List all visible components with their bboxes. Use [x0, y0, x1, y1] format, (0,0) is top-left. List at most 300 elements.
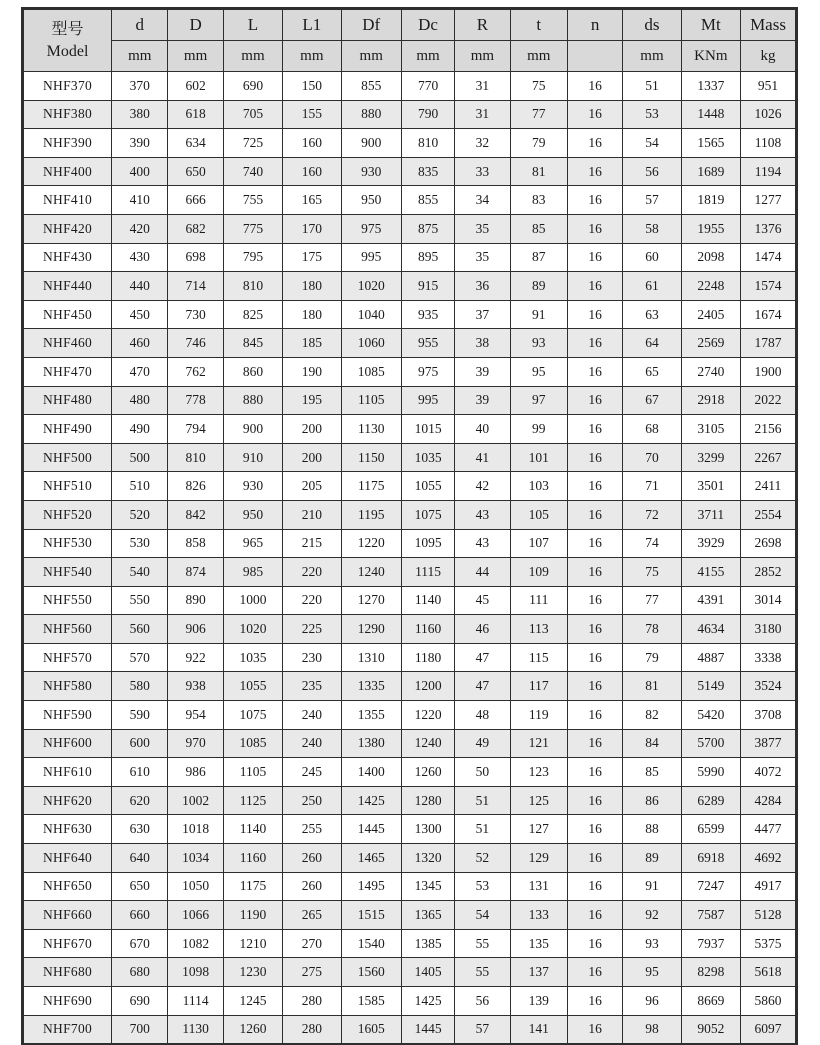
- value-cell: 2918: [681, 386, 740, 415]
- value-cell: 16: [567, 329, 622, 358]
- model-cell: NHF460: [23, 329, 112, 358]
- table-row: [23, 643, 796, 672]
- value-cell: 55: [455, 958, 510, 987]
- table-header: [23, 9, 796, 72]
- table-row: [23, 987, 796, 1016]
- value-cell: 1075: [401, 500, 454, 529]
- value-cell: 16: [567, 357, 622, 386]
- value-cell: 400: [112, 157, 168, 186]
- value-cell: 16: [567, 901, 622, 930]
- value-cell: 240: [283, 701, 341, 730]
- value-cell: 215: [283, 529, 341, 558]
- unit-header: mm: [168, 41, 223, 72]
- value-cell: 57: [455, 1015, 510, 1044]
- value-cell: 690: [223, 72, 282, 101]
- value-cell: 56: [623, 157, 681, 186]
- value-cell: 111: [510, 586, 567, 615]
- value-cell: 4917: [741, 872, 796, 901]
- value-cell: 895: [401, 243, 454, 272]
- value-cell: 32: [455, 129, 510, 158]
- value-cell: 16: [567, 415, 622, 444]
- value-cell: 260: [283, 844, 341, 873]
- value-cell: 35: [455, 243, 510, 272]
- value-cell: 1020: [223, 615, 282, 644]
- value-cell: 58: [623, 214, 681, 243]
- value-cell: 540: [112, 558, 168, 587]
- value-cell: 2156: [741, 415, 796, 444]
- value-cell: 3708: [741, 701, 796, 730]
- value-cell: 1035: [223, 643, 282, 672]
- value-cell: 1240: [341, 558, 401, 587]
- value-cell: 16: [567, 987, 622, 1016]
- value-cell: 1220: [341, 529, 401, 558]
- value-cell: 16: [567, 129, 622, 158]
- value-cell: 1495: [341, 872, 401, 901]
- table-row: [23, 443, 796, 472]
- value-cell: 762: [168, 357, 223, 386]
- value-cell: 42: [455, 472, 510, 501]
- value-cell: 778: [168, 386, 223, 415]
- value-cell: 131: [510, 872, 567, 901]
- value-cell: 77: [623, 586, 681, 615]
- value-cell: 37: [455, 300, 510, 329]
- value-cell: 43: [455, 500, 510, 529]
- value-cell: 460: [112, 329, 168, 358]
- value-cell: 630: [112, 815, 168, 844]
- value-cell: 1365: [401, 901, 454, 930]
- value-cell: 915: [401, 272, 454, 301]
- value-cell: 205: [283, 472, 341, 501]
- value-cell: 16: [567, 243, 622, 272]
- value-cell: 210: [283, 500, 341, 529]
- table-row: [23, 786, 796, 815]
- value-cell: 7587: [681, 901, 740, 930]
- value-cell: 1320: [401, 844, 454, 873]
- value-cell: 1115: [401, 558, 454, 587]
- value-cell: 1445: [341, 815, 401, 844]
- value-cell: 930: [341, 157, 401, 186]
- value-cell: 38: [455, 329, 510, 358]
- value-cell: 81: [510, 157, 567, 186]
- value-cell: 16: [567, 929, 622, 958]
- value-cell: 88: [623, 815, 681, 844]
- value-cell: 70: [623, 443, 681, 472]
- value-cell: 2411: [741, 472, 796, 501]
- model-cell: NHF380: [23, 100, 112, 129]
- model-column-header: [23, 9, 112, 72]
- value-cell: 922: [168, 643, 223, 672]
- value-cell: 1574: [741, 272, 796, 301]
- value-cell: 53: [623, 100, 681, 129]
- value-cell: 55: [455, 929, 510, 958]
- value-cell: 2698: [741, 529, 796, 558]
- value-cell: 380: [112, 100, 168, 129]
- value-cell: 975: [401, 357, 454, 386]
- value-cell: 1310: [341, 643, 401, 672]
- value-cell: 1085: [223, 729, 282, 758]
- value-cell: 68: [623, 415, 681, 444]
- value-cell: 36: [455, 272, 510, 301]
- value-cell: 91: [623, 872, 681, 901]
- value-cell: 91: [510, 300, 567, 329]
- value-cell: 440: [112, 272, 168, 301]
- value-cell: 4072: [741, 758, 796, 787]
- value-cell: 79: [510, 129, 567, 158]
- column-header: Mass: [741, 9, 796, 41]
- value-cell: 2248: [681, 272, 740, 301]
- value-cell: 74: [623, 529, 681, 558]
- value-cell: 1200: [401, 672, 454, 701]
- unit-header: mm: [401, 41, 454, 72]
- value-cell: 220: [283, 558, 341, 587]
- value-cell: 3501: [681, 472, 740, 501]
- value-cell: 109: [510, 558, 567, 587]
- value-cell: 260: [283, 872, 341, 901]
- value-cell: 54: [455, 901, 510, 930]
- value-cell: 51: [455, 815, 510, 844]
- model-cell: NHF490: [23, 415, 112, 444]
- value-cell: 85: [623, 758, 681, 787]
- value-cell: 2022: [741, 386, 796, 415]
- table-row: [23, 872, 796, 901]
- model-cell: NHF700: [23, 1015, 112, 1044]
- value-cell: 75: [623, 558, 681, 587]
- value-cell: 770: [401, 72, 454, 101]
- model-cell: NHF430: [23, 243, 112, 272]
- header-row-symbols: [23, 9, 796, 41]
- value-cell: 51: [623, 72, 681, 101]
- value-cell: 1277: [741, 186, 796, 215]
- value-cell: 4692: [741, 844, 796, 873]
- value-cell: 1345: [401, 872, 454, 901]
- table-row: [23, 758, 796, 787]
- value-cell: 67: [623, 386, 681, 415]
- value-cell: 1195: [341, 500, 401, 529]
- table-row: [23, 701, 796, 730]
- model-cell: NHF550: [23, 586, 112, 615]
- value-cell: 5420: [681, 701, 740, 730]
- value-cell: 954: [168, 701, 223, 730]
- value-cell: 670: [112, 929, 168, 958]
- value-cell: 740: [223, 157, 282, 186]
- value-cell: 1674: [741, 300, 796, 329]
- value-cell: 75: [510, 72, 567, 101]
- table-row: [23, 129, 796, 158]
- value-cell: 590: [112, 701, 168, 730]
- value-cell: 16: [567, 872, 622, 901]
- table-row: [23, 500, 796, 529]
- value-cell: 16: [567, 300, 622, 329]
- value-cell: 1337: [681, 72, 740, 101]
- value-cell: 34: [455, 186, 510, 215]
- table-row: [23, 272, 796, 301]
- value-cell: 935: [401, 300, 454, 329]
- value-cell: 129: [510, 844, 567, 873]
- value-cell: 5860: [741, 987, 796, 1016]
- value-cell: 1000: [223, 586, 282, 615]
- model-cell: NHF450: [23, 300, 112, 329]
- value-cell: 938: [168, 672, 223, 701]
- value-cell: 39: [455, 386, 510, 415]
- value-cell: 175: [283, 243, 341, 272]
- value-cell: 1026: [741, 100, 796, 129]
- value-cell: 96: [623, 987, 681, 1016]
- value-cell: 1474: [741, 243, 796, 272]
- value-cell: 16: [567, 558, 622, 587]
- value-cell: 1448: [681, 100, 740, 129]
- value-cell: 81: [623, 672, 681, 701]
- value-cell: 810: [168, 443, 223, 472]
- value-cell: 975: [341, 214, 401, 243]
- value-cell: 1075: [223, 701, 282, 730]
- value-cell: 57: [623, 186, 681, 215]
- value-cell: 16: [567, 758, 622, 787]
- value-cell: 1425: [401, 987, 454, 1016]
- value-cell: 98: [623, 1015, 681, 1044]
- value-cell: 16: [567, 529, 622, 558]
- value-cell: 860: [223, 357, 282, 386]
- value-cell: 155: [283, 100, 341, 129]
- model-cell: NHF410: [23, 186, 112, 215]
- column-header: L1: [283, 9, 341, 41]
- value-cell: 1055: [401, 472, 454, 501]
- value-cell: 1150: [341, 443, 401, 472]
- value-cell: 790: [401, 100, 454, 129]
- table-row: [23, 472, 796, 501]
- value-cell: 470: [112, 357, 168, 386]
- value-cell: 1140: [223, 815, 282, 844]
- value-cell: 4887: [681, 643, 740, 672]
- value-cell: 490: [112, 415, 168, 444]
- value-cell: 6599: [681, 815, 740, 844]
- model-cell: NHF580: [23, 672, 112, 701]
- value-cell: 16: [567, 272, 622, 301]
- model-cell: NHF560: [23, 615, 112, 644]
- value-cell: 230: [283, 643, 341, 672]
- value-cell: 7937: [681, 929, 740, 958]
- spec-table: [22, 8, 797, 1045]
- value-cell: 995: [401, 386, 454, 415]
- value-cell: 666: [168, 186, 223, 215]
- table-row: [23, 672, 796, 701]
- value-cell: 180: [283, 300, 341, 329]
- value-cell: 634: [168, 129, 223, 158]
- value-cell: 16: [567, 815, 622, 844]
- value-cell: 2740: [681, 357, 740, 386]
- value-cell: 910: [223, 443, 282, 472]
- model-cell: NHF520: [23, 500, 112, 529]
- value-cell: 951: [741, 72, 796, 101]
- value-cell: 1082: [168, 929, 223, 958]
- value-cell: 31: [455, 72, 510, 101]
- value-cell: 1002: [168, 786, 223, 815]
- value-cell: 855: [341, 72, 401, 101]
- value-cell: 390: [112, 129, 168, 158]
- value-cell: 1098: [168, 958, 223, 987]
- value-cell: 640: [112, 844, 168, 873]
- value-cell: 725: [223, 129, 282, 158]
- value-cell: 56: [455, 987, 510, 1016]
- value-cell: 618: [168, 100, 223, 129]
- value-cell: 1380: [341, 729, 401, 758]
- value-cell: 16: [567, 157, 622, 186]
- value-cell: 1955: [681, 214, 740, 243]
- value-cell: 121: [510, 729, 567, 758]
- value-cell: 794: [168, 415, 223, 444]
- value-cell: 1787: [741, 329, 796, 358]
- value-cell: 1055: [223, 672, 282, 701]
- value-cell: 16: [567, 186, 622, 215]
- value-cell: 123: [510, 758, 567, 787]
- value-cell: 16: [567, 958, 622, 987]
- value-cell: 682: [168, 214, 223, 243]
- model-cell: NHF690: [23, 987, 112, 1016]
- value-cell: 1060: [341, 329, 401, 358]
- value-cell: 730: [168, 300, 223, 329]
- value-cell: 930: [223, 472, 282, 501]
- value-cell: 107: [510, 529, 567, 558]
- model-cell: NHF660: [23, 901, 112, 930]
- table-row: [23, 357, 796, 386]
- unit-header: kg: [741, 41, 796, 72]
- value-cell: 560: [112, 615, 168, 644]
- value-cell: 1175: [341, 472, 401, 501]
- value-cell: 16: [567, 586, 622, 615]
- value-cell: 16: [567, 615, 622, 644]
- value-cell: 5128: [741, 901, 796, 930]
- value-cell: 135: [510, 929, 567, 958]
- value-cell: 660: [112, 901, 168, 930]
- value-cell: 125: [510, 786, 567, 815]
- unit-header: [567, 41, 622, 72]
- value-cell: 275: [283, 958, 341, 987]
- value-cell: 16: [567, 844, 622, 873]
- value-cell: 265: [283, 901, 341, 930]
- value-cell: 1220: [401, 701, 454, 730]
- value-cell: 986: [168, 758, 223, 787]
- value-cell: 51: [455, 786, 510, 815]
- value-cell: 810: [223, 272, 282, 301]
- value-cell: 45: [455, 586, 510, 615]
- value-cell: 3338: [741, 643, 796, 672]
- value-cell: 890: [168, 586, 223, 615]
- value-cell: 1240: [401, 729, 454, 758]
- value-cell: 190: [283, 357, 341, 386]
- value-cell: 8298: [681, 958, 740, 987]
- model-cell: NHF670: [23, 929, 112, 958]
- unit-header: mm: [283, 41, 341, 72]
- value-cell: 195: [283, 386, 341, 415]
- table-row: [23, 100, 796, 129]
- value-cell: 52: [455, 844, 510, 873]
- table-row: [23, 958, 796, 987]
- value-cell: 3524: [741, 672, 796, 701]
- value-cell: 3877: [741, 729, 796, 758]
- value-cell: 1540: [341, 929, 401, 958]
- value-cell: 1105: [341, 386, 401, 415]
- value-cell: 137: [510, 958, 567, 987]
- value-cell: 480: [112, 386, 168, 415]
- value-cell: 71: [623, 472, 681, 501]
- value-cell: 61: [623, 272, 681, 301]
- value-cell: 5990: [681, 758, 740, 787]
- unit-header: mm: [455, 41, 510, 72]
- value-cell: 89: [623, 844, 681, 873]
- value-cell: 1160: [401, 615, 454, 644]
- value-cell: 95: [623, 958, 681, 987]
- model-cell: NHF680: [23, 958, 112, 987]
- value-cell: 93: [623, 929, 681, 958]
- value-cell: 119: [510, 701, 567, 730]
- unit-header: mm: [223, 41, 282, 72]
- value-cell: 1105: [223, 758, 282, 787]
- value-cell: 180: [283, 272, 341, 301]
- value-cell: 250: [283, 786, 341, 815]
- value-cell: 1085: [341, 357, 401, 386]
- value-cell: 4634: [681, 615, 740, 644]
- model-cell: NHF650: [23, 872, 112, 901]
- value-cell: 698: [168, 243, 223, 272]
- value-cell: 53: [455, 872, 510, 901]
- value-cell: 64: [623, 329, 681, 358]
- value-cell: 16: [567, 500, 622, 529]
- value-cell: 6918: [681, 844, 740, 873]
- model-label-cn: 型号: [51, 20, 84, 38]
- value-cell: 16: [567, 472, 622, 501]
- value-cell: 985: [223, 558, 282, 587]
- header-row-units: [23, 41, 796, 72]
- value-cell: 1230: [223, 958, 282, 987]
- model-cell: NHF620: [23, 786, 112, 815]
- value-cell: 580: [112, 672, 168, 701]
- value-cell: 103: [510, 472, 567, 501]
- value-cell: 1245: [223, 987, 282, 1016]
- model-cell: NHF370: [23, 72, 112, 101]
- value-cell: 139: [510, 987, 567, 1016]
- value-cell: 79: [623, 643, 681, 672]
- value-cell: 200: [283, 443, 341, 472]
- value-cell: 47: [455, 672, 510, 701]
- value-cell: 160: [283, 157, 341, 186]
- table-row: [23, 729, 796, 758]
- model-cell: NHF540: [23, 558, 112, 587]
- value-cell: 49: [455, 729, 510, 758]
- value-cell: 1194: [741, 157, 796, 186]
- model-cell: NHF500: [23, 443, 112, 472]
- table-body: [23, 72, 796, 1045]
- column-header: Mt: [681, 9, 740, 41]
- value-cell: 1035: [401, 443, 454, 472]
- value-cell: 450: [112, 300, 168, 329]
- value-cell: 1465: [341, 844, 401, 873]
- value-cell: 2098: [681, 243, 740, 272]
- value-cell: 44: [455, 558, 510, 587]
- value-cell: 2405: [681, 300, 740, 329]
- value-cell: 1066: [168, 901, 223, 930]
- value-cell: 1130: [341, 415, 401, 444]
- value-cell: 880: [341, 100, 401, 129]
- value-cell: 900: [223, 415, 282, 444]
- value-cell: 16: [567, 443, 622, 472]
- value-cell: 43: [455, 529, 510, 558]
- value-cell: 89: [510, 272, 567, 301]
- value-cell: 1290: [341, 615, 401, 644]
- value-cell: 117: [510, 672, 567, 701]
- value-cell: 165: [283, 186, 341, 215]
- column-header: L: [223, 9, 282, 41]
- value-cell: 1114: [168, 987, 223, 1016]
- value-cell: 1689: [681, 157, 740, 186]
